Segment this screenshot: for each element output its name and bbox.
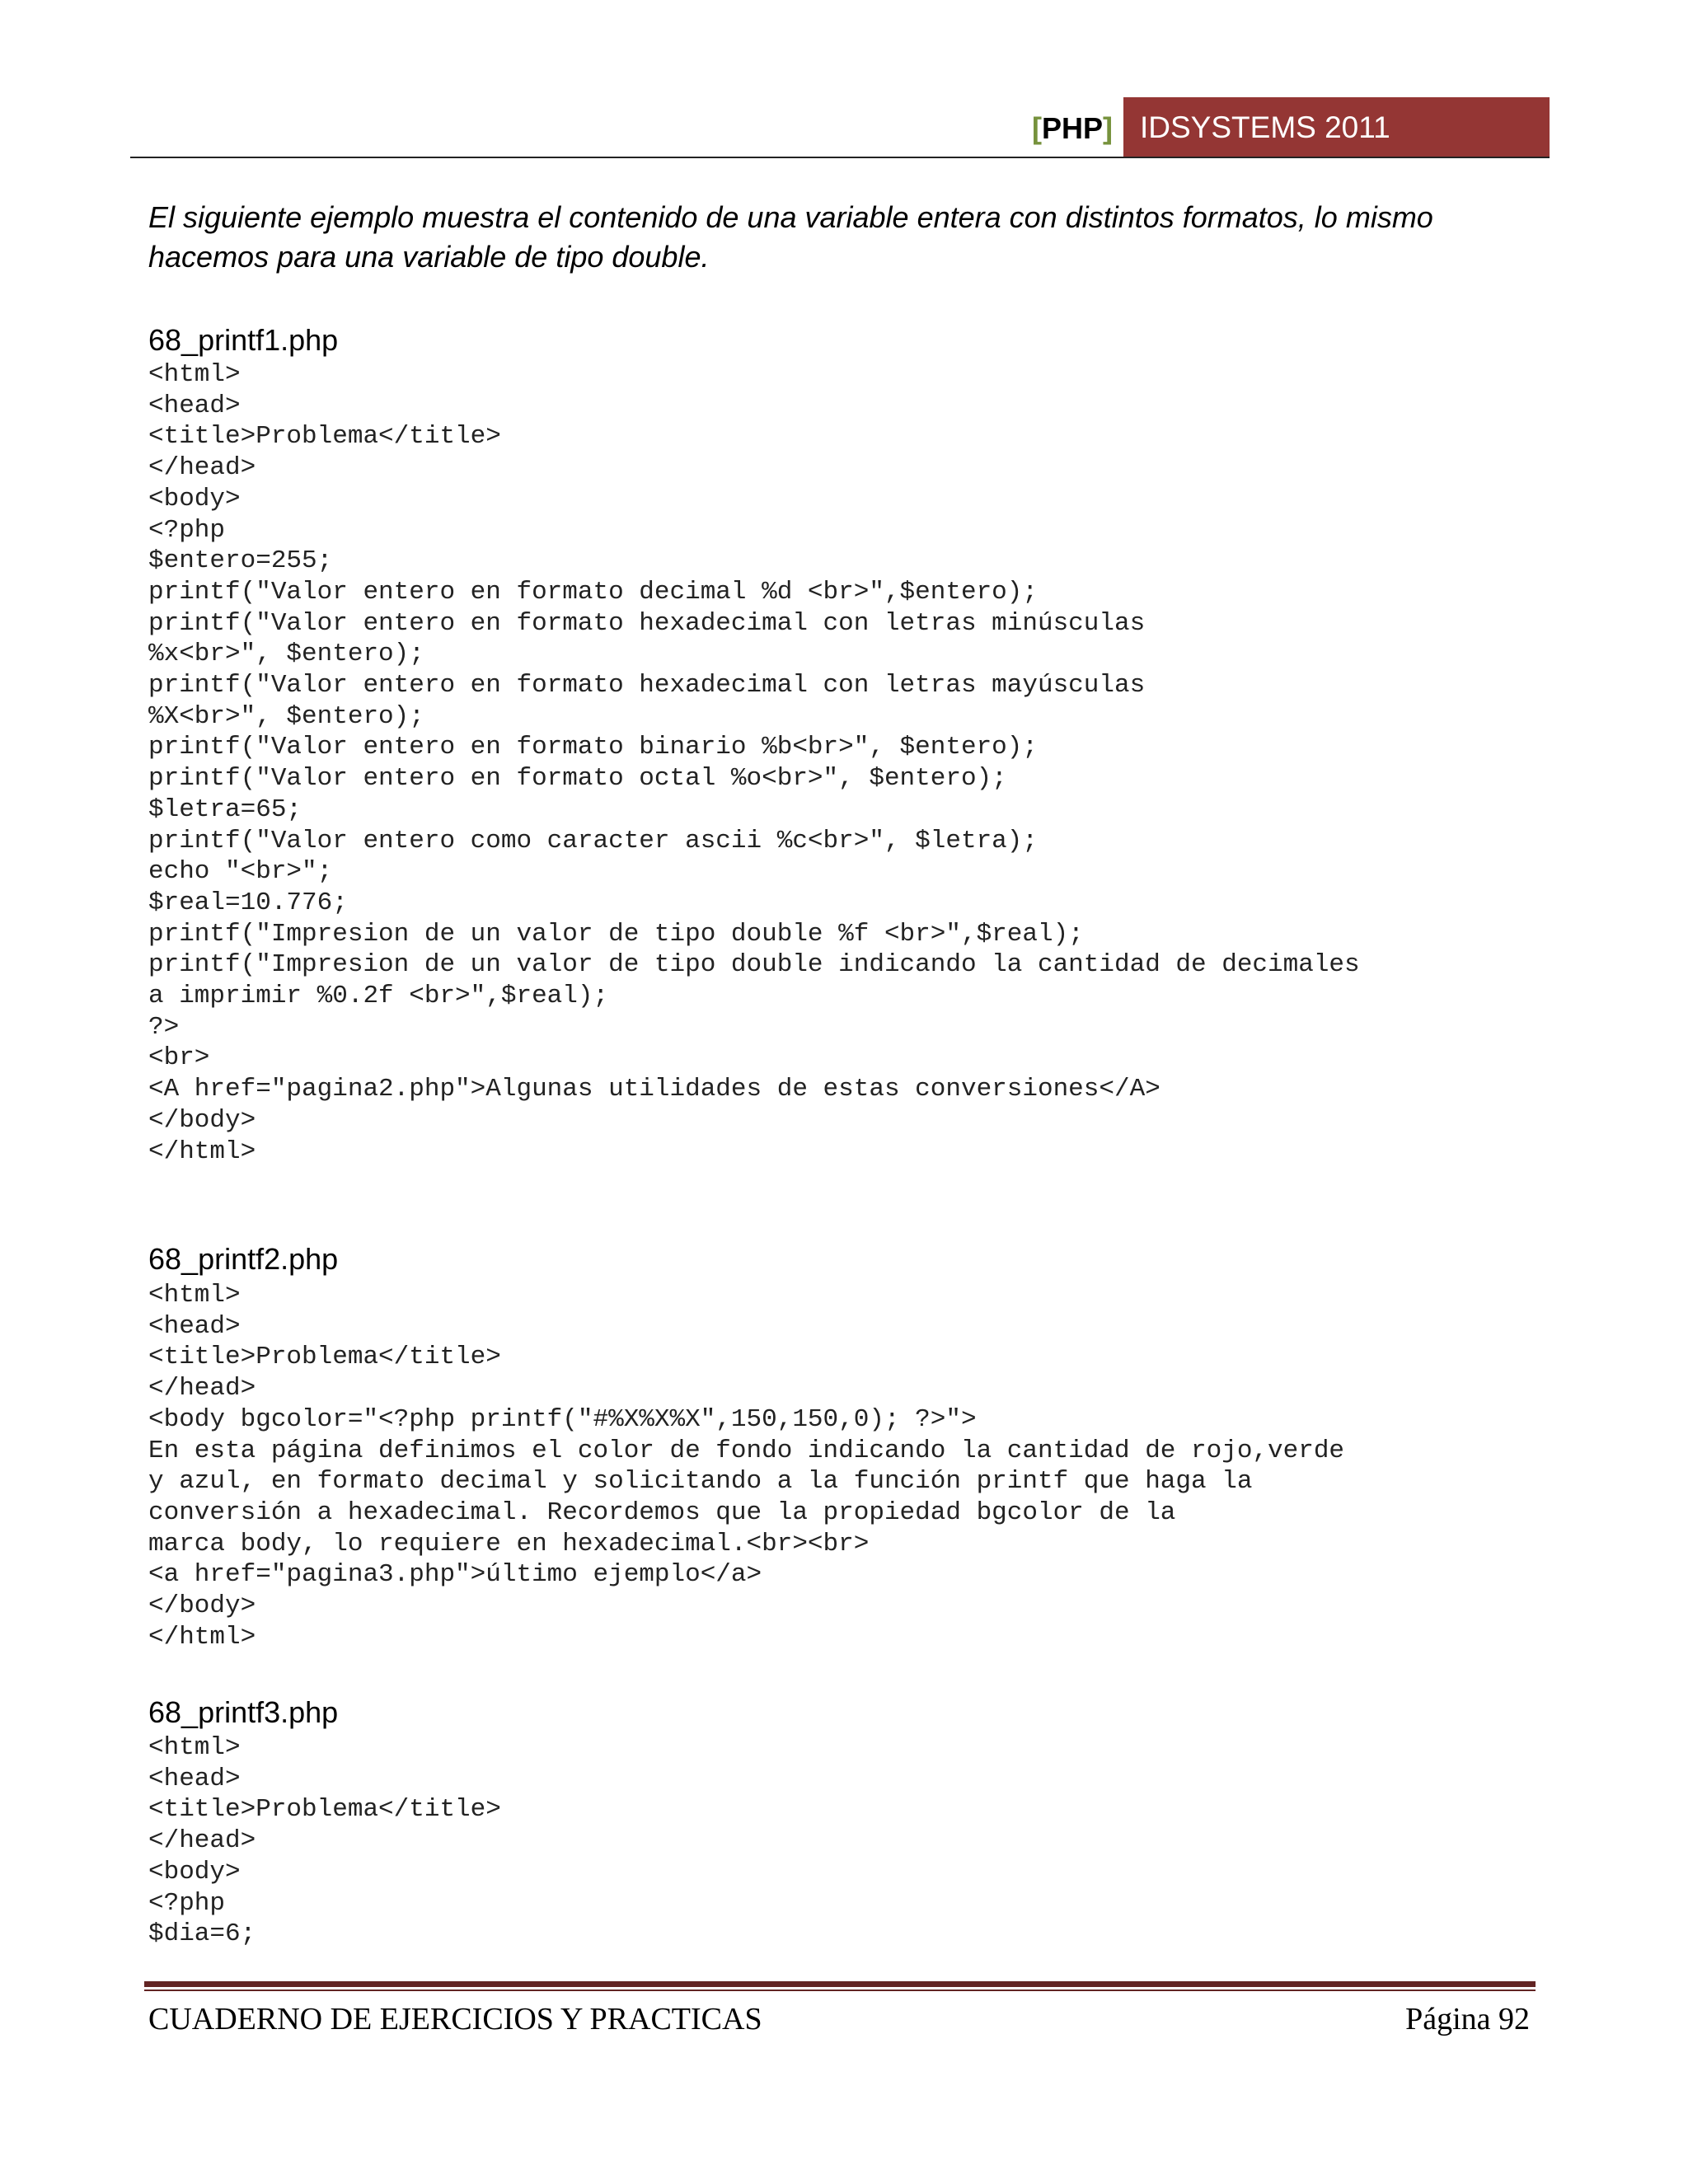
example-1-filename: 68_printf1.php	[148, 323, 339, 357]
example-3-code: <html> <head> <title>Problema</title> </head> <body> <?php $dia=6;	[148, 1733, 501, 1949]
footer-rule-thick	[144, 1981, 1536, 1987]
header-section: PHP	[1041, 111, 1103, 145]
header-bracket-close: ]	[1103, 111, 1113, 145]
example-3-filename: 68_printf3.php	[148, 1695, 339, 1729]
page-number: Página 92	[1405, 2002, 1530, 2036]
example-2-filename: 68_printf2.php	[148, 1242, 339, 1276]
example-1-code: <html> <head> <title>Problema</title> </head> <body> <?php $entero=255; printf("Valor entero en formato decimal %d <br>",$entero); printf("Valor entero en formato hexadecimal con letras minúsculas %x<br>", $entero); printf("Valor entero en formato hexadecimal con letras mayúsculas %X<br>", $entero); printf("Valor entero en formato binario %b<br>", $entero); printf("Valor entero en formato octal %o<br>", $entero); $letra=65; printf("Valor entero como caracter ascii %c<br>", $letra); echo "<br>"; $real=10.776; printf("Impresion de un valor de tipo double %f <br>",$real); printf("Impresion de un valor de tipo double indicando la cantidad de decimales a imprimir %0.2f <br>",$real); ?> <br> <A href="pagina2.php">Algunas utilidades de estas conversiones</A> </body> </html>	[148, 360, 1360, 1166]
header-section-label	[1022, 105, 1113, 152]
footer-rule-thin	[144, 1990, 1536, 1991]
footer-title: CUADERNO DE EJERCICIOS Y PRACTICAS	[148, 2002, 762, 2036]
header-brand-box	[1123, 97, 1550, 158]
example-2-code: <html> <head> <title>Problema</title> </head> <body bgcolor="<?php printf("#%X%X%X",150,150,0); ?>"> En esta página definimos el color de fondo indicando la cantidad de rojo,verde y azul, en formato decimal y solicitando a la función printf que haga la conversión a hexadecimal. Recordemos que la propiedad bgcolor de la marca body, lo requiere en hexadecimal.<br><br> <a href="pagina3.php">último ejemplo</a> </body> </html>	[148, 1281, 1345, 1652]
header-bracket-open: [	[1031, 111, 1042, 145]
header-divider	[130, 157, 1550, 158]
header-brand: IDSYSTEMS 2011	[1140, 110, 1390, 144]
intro-paragraph: El siguiente ejemplo muestra el contenido de una variable entera con distintos formatos, lo mismo hacemos para una variable de tipo double.	[148, 200, 1433, 274]
